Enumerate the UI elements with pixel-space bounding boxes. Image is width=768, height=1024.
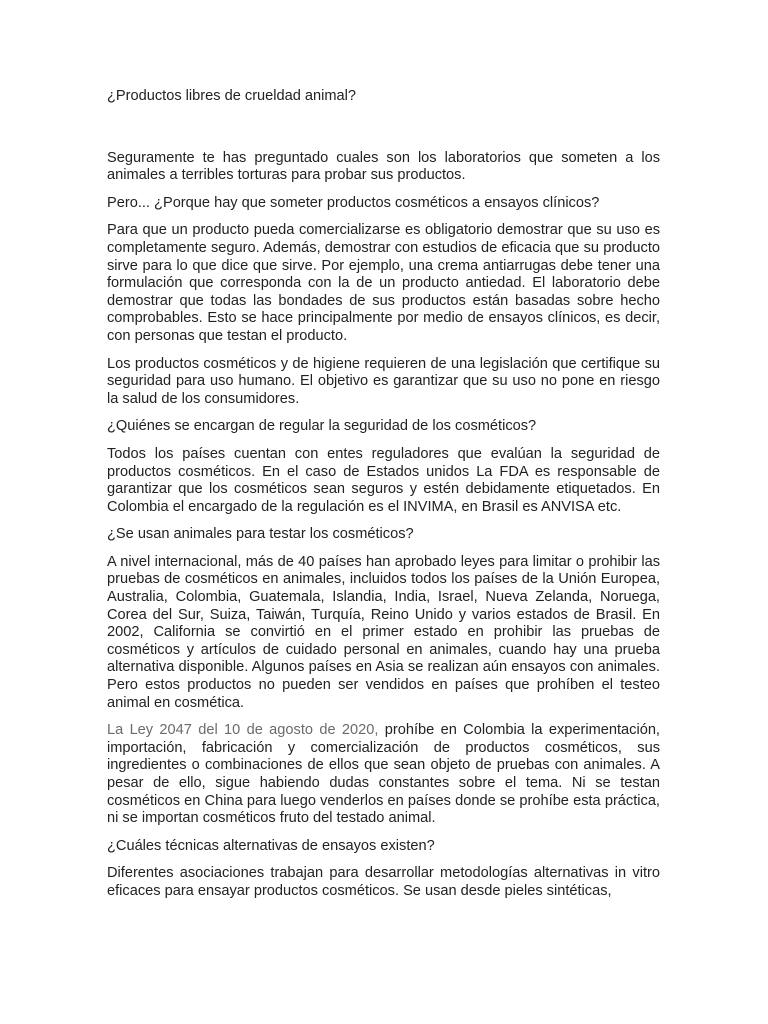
paragraph-legislation: Los productos cosméticos y de higiene requieren de una legislación que certifique su seguridad para uso humano. El objetivo es garantizar que su uso no pone en riesgo la salud de los consumidores.	[107, 355, 660, 407]
paragraph-alternatives: Diferentes asociaciones trabajan para desarrollar metodologías alternativas in vitro eficaces para ensayar productos cosméticos. Se usan desde pieles sintéticas,	[107, 865, 660, 899]
law-reference-link[interactable]: La Ley 2047 del 10 de agosto de 2020,	[107, 722, 379, 739]
law-paragraph-text: prohíbe en Colombia la experimentación, importación, fabricación y comercialización de productos cosméticos, sus ingredientes o combinaciones de ellos que sean objeto de pruebas con animales. A pesar de ello, sigue habiendo dudas constantes sobre el tema. Ni se testan cosméticos en China para luego venderlos en países donde se prohíbe esta práctica, ni se importan cosméticos fruto del testado animal.	[107, 722, 660, 827]
document-page	[107, 88, 660, 911]
intro-paragraph: Seguramente te has preguntado cuales son los laboratorios que someten a los animales a terribles torturas para probar sus productos.	[107, 149, 660, 184]
paragraph-international: A nivel internacional, más de 40 países han aprobado leyes para limitar o prohibir las pruebas de cosméticos en animales, incluidos todos los países de la Unión Europea, Australia, Colombia, Guatemala, Islandia, India, Israel, Nueva Zelanda, Noruega, Corea del Sur, Suiza, Taiwán, Turquía, Reino Unido y varios estados de Brasil. En 2002, California se convirtió en el primer estado en prohibir las pruebas de cosméticos y artículos de cuidado personal en animales, cuando hay una prueba alternativa disponible. Algunos países en Asia se realizan aún ensayos con animales. Pero estos productos no pueden ser vendidos en países que prohíben el testeo animal en cosmética.	[107, 553, 660, 711]
paragraph-regulators: Todos los países cuentan con entes reguladores que evalúan la seguridad de productos cosméticos. En el caso de Estados unidos La FDA es responsable de garantizar que los cosméticos sean seguros y estén debidamente etiquetados. En Colombia el encargado de la regulación es el INVIMA, en Brasil es ANVISA etc.	[107, 445, 660, 515]
document-title: ¿Productos libres de crueldad animal?	[107, 88, 357, 104]
paragraph-commercialization: Para que un producto pueda comercializarse es obligatorio demostrar que su uso es completamente seguro. Además, demostrar con estudios de eficacia que su producto sirve para lo que dice que sirve. Por ejemplo, una crema antiarrugas debe tener una formulación que corresponda con la de un producto antiedad. El laboratorio debe demostrar que todas las bondades de sus productos están basadas sobre hecho comprobables. Esto se hace principalmente por medio de ensayos clínicos, es decir, con personas que testan el producto.	[107, 222, 660, 344]
question-why-clinical-trials: Pero... ¿Porque hay que someter productos cosméticos a ensayos clínicos?	[107, 194, 600, 211]
question-alternatives: ¿Cuáles técnicas alternativas de ensayos existen?	[107, 837, 435, 854]
question-who-regulates: ¿Quiénes se encargan de regular la seguridad de los cosméticos?	[107, 418, 537, 435]
question-animal-testing: ¿Se usan animales para testar los cosméticos?	[107, 526, 414, 543]
paragraph-colombia-law	[107, 722, 660, 828]
